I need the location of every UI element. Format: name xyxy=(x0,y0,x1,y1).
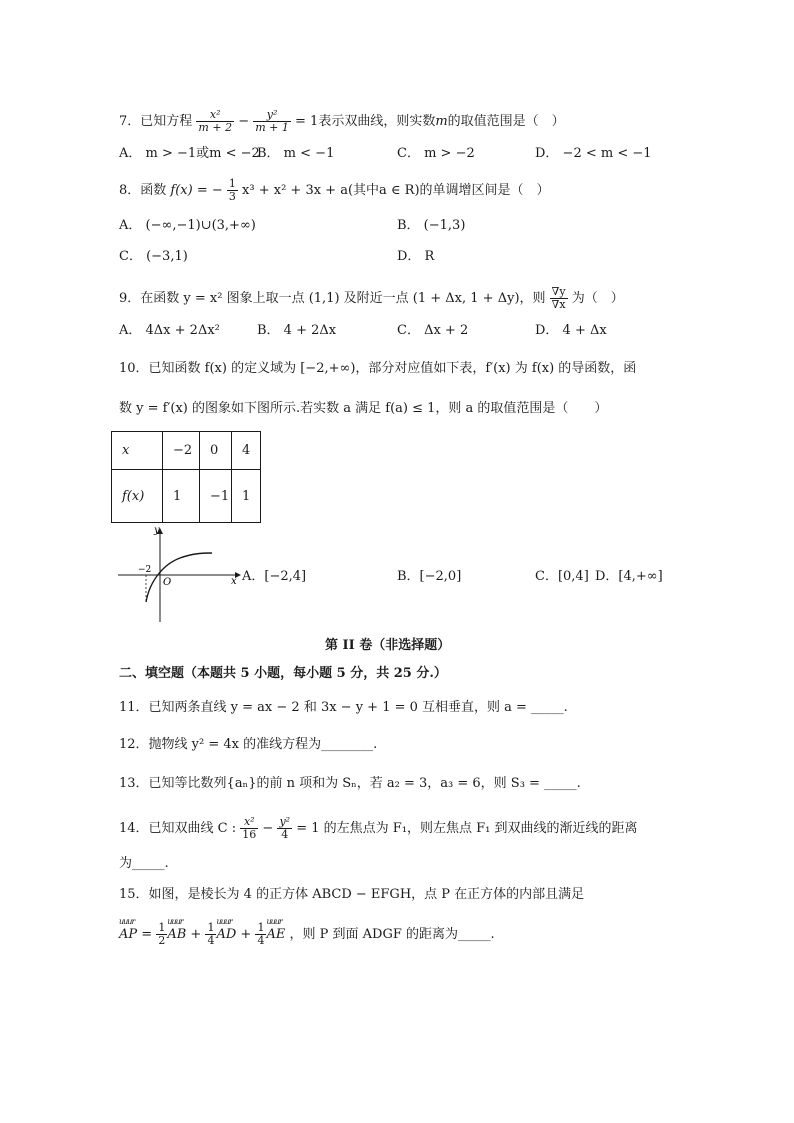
section-header: 二、填空题（本题共 5 小题，每小题 5 分，共 25 分.） xyxy=(119,666,447,681)
q7-option-b[interactable]: B． m < −1 xyxy=(257,146,335,161)
q15-vector-equation: uuur AP = $\frac{1}{2}$ uuur AB + $\frac{1}{4}$ uuur AD + $\frac{1}{4}$ uuur AE ，则 P 到面 ADGF 的距离为_____. xyxy=(119,917,495,947)
table-cell: 1 xyxy=(163,470,200,523)
vector-ap: uuur AP xyxy=(119,917,138,942)
q7-stem: 7．已知方程 $\frac{\text{x²}}{m + 2}$ − $\frac{\text{y²}}{m + 1}$ = 1表示双曲线，则实数m的取值范围是（ ） xyxy=(119,108,565,134)
q14-fraction-x: $\frac{\text{x²}}{16}$ xyxy=(242,815,257,841)
q9-option-d[interactable]: D． 4 + Δx xyxy=(535,323,607,338)
q9-option-a[interactable]: A． 4Δx + 2Δx² xyxy=(119,323,220,338)
q10-stem-line2: 数 y = f′(x) 的图象如下图所示.若实数 a 满足 f(a) ≤ 1，则 a 的取值范围是（ ） xyxy=(119,401,608,416)
q7-option-a[interactable]: A． m > −1或m < −2 xyxy=(119,146,260,161)
table-row xyxy=(112,432,261,470)
q15-coef-1: $\frac{1}{2}$ xyxy=(158,921,166,947)
graph-origin-label: O xyxy=(163,577,172,588)
table-cell: 4 xyxy=(232,432,261,470)
q9-option-b[interactable]: B． 4 + 2Δx xyxy=(257,323,337,338)
q11-stem: 11．已知两条直线 y = ax − 2 和 3x − y + 1 = 0 互相垂直，则 a = _____. xyxy=(119,700,568,715)
vector-ad: uuur AD xyxy=(216,917,237,942)
q8-option-a[interactable]: A． (−∞,−1)∪(3,+∞) xyxy=(119,218,256,233)
q8-stem: 8．函数 f(x) = − $\frac{1}{3}$ x³ + x² + 3x + a(其中a ∈ R)的单调增区间是（ ） xyxy=(119,177,550,203)
q15-stem-line1: 15．如图，是棱长为 4 的正方体 ABCD − EFGH，点 P 在正方体的内部且满足 xyxy=(119,887,585,902)
q8-option-d[interactable]: D． R xyxy=(397,249,435,264)
q9-stem: 9．在函数 y = x² 图象上取一点 (1,1) 及附近一点 (1 + Δx, 1 + Δy)，则 $\frac{\nabla y}{\nabla x}$ 为（ ） xyxy=(119,285,624,311)
q14-stem-line2: 为_____. xyxy=(119,856,169,871)
q8-option-c[interactable]: C． (−3,1) xyxy=(119,249,188,264)
vector-ab: uuur AB xyxy=(167,917,187,942)
q8-option-b[interactable]: B． (−1,3) xyxy=(397,218,466,233)
q10-option-a[interactable]: A．[−2,4] xyxy=(242,569,307,584)
table-cell: 0 xyxy=(200,432,232,470)
q12-stem: 12．抛物线 y² = 4x 的准线方程为________. xyxy=(119,737,378,752)
q8-fraction: $\frac{1}{3}$ xyxy=(228,177,236,203)
table-cell: f(x) xyxy=(112,470,163,523)
q9-fraction: $\frac{\nabla y}{\nabla x}$ xyxy=(551,285,566,311)
graph-x-label: x xyxy=(231,576,237,587)
q10-option-d[interactable]: D．[4,+∞] xyxy=(595,569,663,584)
q10-option-c[interactable]: C．[0,4] xyxy=(535,569,589,584)
q7-fraction-x: $\frac{\text{x²}}{m + 2}$ xyxy=(198,108,233,134)
q7-fraction-y: $\frac{\text{y²}}{m + 1}$ xyxy=(255,108,289,134)
q14-fraction-y: $\frac{\text{y²}}{4}$ xyxy=(279,815,291,841)
q7-option-c[interactable]: C． m > −2 xyxy=(397,146,475,161)
q15-coef-2: $\frac{1}{4}$ xyxy=(207,921,215,947)
derivative-curve xyxy=(146,553,212,602)
vector-ae: uuur AE xyxy=(266,917,286,942)
table-cell: 1 xyxy=(232,470,261,523)
section-title: 第 II 卷（非选择题） xyxy=(325,638,451,653)
q10-option-b[interactable]: B．[−2,0] xyxy=(397,569,462,584)
q15-coef-3: $\frac{1}{4}$ xyxy=(257,921,265,947)
q7-option-d[interactable]: D． −2 < m < −1 xyxy=(535,146,652,161)
q10-derivative-graph xyxy=(110,522,250,626)
q13-stem: 13．已知等比数列{aₙ}的前 n 项和为 Sₙ，若 a₂ = 3，a₃ = 6，则 S₃ = _____. xyxy=(119,776,581,791)
table-row xyxy=(112,470,261,523)
graph-y-label: y xyxy=(154,525,160,536)
table-cell: −1 xyxy=(200,470,232,523)
table-cell: −2 xyxy=(163,432,200,470)
q10-stem-line1: 10．已知函数 f(x) 的定义域为 [−2,+∞)，部分对应值如下表，f′(x) 为 f(x) 的导函数，函 xyxy=(119,361,637,376)
q10-value-table xyxy=(111,431,261,523)
q9-option-c[interactable]: C． Δx + 2 xyxy=(397,323,469,338)
q14-stem: 14．已知双曲线 C : $\frac{\text{x²}}{16}$ − $\frac{\text{y²}}{4}$ = 1 的左焦点为 F₁，则左焦点 F₁ 到双曲线的渐近线的距离 xyxy=(119,815,638,841)
table-cell: x xyxy=(112,432,163,470)
graph-tick-label: −2 xyxy=(138,565,152,575)
